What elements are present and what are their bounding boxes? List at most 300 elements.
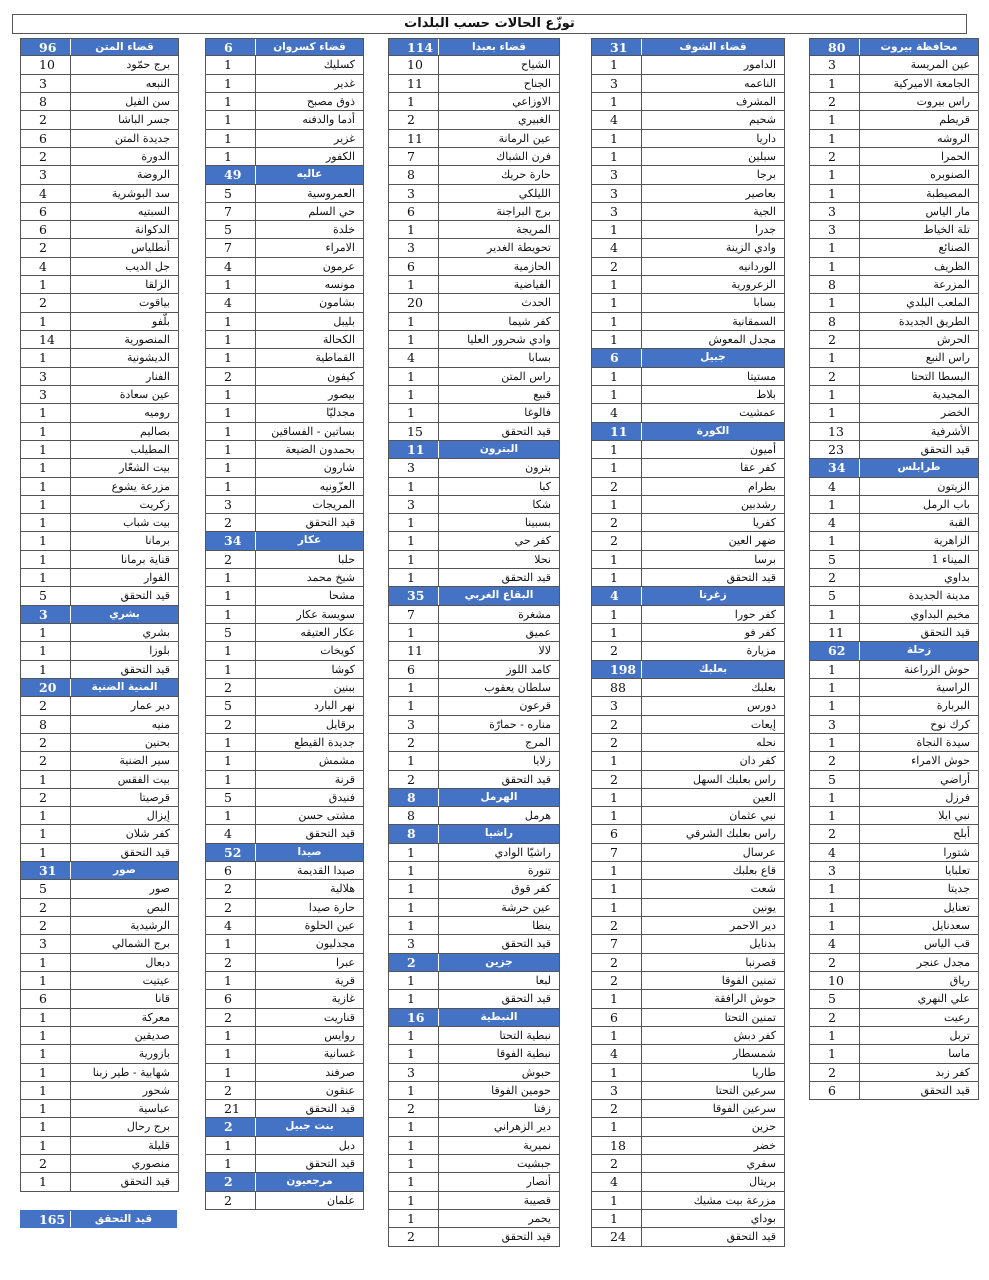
town-name: مدينة الجديدة [908,589,970,603]
case-count: 1 [592,624,642,641]
town-name: قيد التحقق [920,442,970,456]
table-row [206,130,363,148]
case-count: 5 [21,587,71,604]
table-row [592,789,784,807]
table-row [592,1118,784,1136]
town-name: الغبيري [517,113,551,127]
table-row [21,331,178,349]
case-count: 1 [592,130,642,147]
case-count: 5 [810,771,860,788]
column-4 [591,38,785,1247]
case-count: 1 [206,661,256,678]
case-count: 1 [592,441,642,458]
district-header-row [389,954,559,972]
district-name: طرابلس [897,461,941,474]
town-name: حارة صيدا [308,900,355,914]
town-name: السبتيه [137,204,170,218]
town-name: قيد التحقق [501,772,551,786]
district-name: البقاع الغربي [464,589,534,602]
table-row [592,642,784,660]
case-count: 4 [592,239,642,256]
table-row [810,624,978,642]
table-row [389,661,559,679]
table-row [592,532,784,550]
town-name: المشرف [735,94,776,108]
case-count: 2 [21,111,71,128]
town-name: شتورا [943,845,970,859]
case-count: 1 [389,221,439,238]
table-row [389,185,559,203]
table-row [206,606,363,624]
case-count: 1 [389,404,439,421]
case-count: 2 [21,697,71,714]
table-row [592,75,784,93]
town-name: بعلبك [751,680,776,694]
table-row [810,862,978,880]
town-name: مونسه [324,278,355,292]
case-count: 8 [389,807,439,824]
town-name: مشحا [328,589,355,603]
district-total: 16 [389,1009,439,1026]
district-header-row [592,38,784,56]
case-count: 2 [810,93,860,110]
table-row [21,514,178,532]
town-name: برج الشمالي [111,937,170,951]
column-2 [205,38,364,1210]
town-name: أبلح [953,827,970,841]
table-row [206,75,363,93]
case-count: 2 [592,1155,642,1172]
table-row [21,185,178,203]
town-name: روايس [324,1028,355,1042]
town-name: بليبل [333,314,355,328]
town-name: سد البوشرية [111,186,170,200]
case-count: 1 [206,734,256,751]
table-row [389,423,559,441]
table-row [389,679,559,697]
town-name: بشامون [319,296,355,310]
town-name: دير عمار [130,699,170,713]
case-count: 6 [592,825,642,842]
case-count: 1 [21,624,71,641]
town-name: قيد التحقق [305,516,355,530]
table-row [206,716,363,734]
case-count: 1 [810,111,860,128]
district-header-row [206,844,363,862]
case-count: 1 [206,642,256,659]
table-row [810,807,978,825]
table-row [592,221,784,239]
town-name: السمقانية [732,314,776,328]
table-row [21,93,178,111]
table-row [389,935,559,953]
case-count: 18 [592,1137,642,1154]
case-count: 1 [389,917,439,934]
district-name: المنية الضنية [91,680,158,693]
table-row [206,368,363,386]
table-row [389,478,559,496]
table-row [21,697,178,715]
town-name: سرعين الفوقا [712,1102,776,1116]
district-total: 6 [592,349,642,366]
table-row [389,313,559,331]
case-count: 2 [21,752,71,769]
table-row [206,111,363,129]
table-row [21,239,178,257]
town-name: الامراء [325,241,355,255]
town-name: دير الاحمر [729,919,776,932]
table-row [21,935,178,953]
table-row [21,166,178,184]
town-name: قيد التحقق [501,424,551,438]
town-name: الدورة [141,149,170,163]
town-name: شمسطار [732,1047,776,1061]
district-total: 49 [206,166,256,183]
table-row [21,771,178,789]
table-row [810,587,978,605]
case-count: 6 [389,203,439,220]
table-row [810,880,978,898]
case-count: 5 [810,551,860,568]
table-row [21,276,178,294]
town-name: نحلا [534,552,551,566]
town-name: قيد التحقق [120,1175,170,1189]
table-row [592,93,784,111]
case-count: 2 [810,1009,860,1026]
town-name: عرمون [322,259,355,273]
case-count: 3 [810,221,860,238]
case-count: 2 [592,972,642,989]
case-count: 1 [810,789,860,806]
table-row [206,917,363,935]
town-name: منصوري [131,1157,170,1171]
case-count: 1 [592,1027,642,1044]
case-count: 4 [592,404,642,421]
town-name: القماطية [315,351,355,365]
case-count: 1 [206,587,256,604]
case-count: 1 [592,606,642,623]
town-name: قليلة [148,1138,170,1152]
case-count: 2 [389,734,439,751]
town-name: قصيبة [523,1193,551,1207]
case-count: 4 [206,825,256,842]
case-count: 3 [21,386,71,403]
table-row [389,606,559,624]
table-row [810,478,978,496]
table-row [21,972,178,990]
town-name: رعيت [944,1010,970,1024]
case-count: 3 [592,1082,642,1099]
table-row [592,368,784,386]
town-name: منيه [151,717,170,731]
town-name: نميرية [523,1138,551,1152]
table-row [592,1064,784,1082]
case-count: 3 [389,496,439,513]
case-count: 4 [206,258,256,275]
district-name: جبيل [700,351,726,364]
town-name: حوش الزراعنة [903,662,970,676]
town-name: الكفور [325,149,355,163]
case-count: 4 [592,111,642,128]
case-count: 2 [21,148,71,165]
table-row [810,1009,978,1027]
town-name: مجدليّا [326,406,355,420]
case-count: 1 [21,1100,71,1117]
table-row [389,862,559,880]
town-name: قرصيتا [139,790,170,804]
case-count: 2 [206,679,256,696]
town-name: غزير [334,131,355,145]
district-total: 6 [206,39,256,55]
table-row [21,56,178,74]
table-row [206,880,363,898]
case-count: 1 [206,972,256,989]
town-name: الملعب البلدي [906,296,970,310]
district-name: بنت جبيل [285,1120,334,1133]
table-row [810,368,978,386]
district-total: 20 [21,679,71,696]
table-row [592,386,784,404]
case-count: 1 [206,1137,256,1154]
table-row [810,954,978,972]
case-count: 1 [389,276,439,293]
case-count: 11 [389,642,439,659]
case-count: 1 [389,1173,439,1190]
case-count: 5 [206,624,256,641]
case-count: 6 [21,203,71,220]
district-header-row [810,38,978,56]
town-name: برمانا [145,534,170,548]
town-name: باب الرمل [923,497,970,511]
district-total: 31 [21,862,71,879]
town-name: الحمرا [941,149,970,163]
town-name: بعاصير [745,186,776,200]
case-count: 1 [592,899,642,916]
table-row [810,423,978,441]
town-name: العمروسية [307,186,355,200]
table-row [810,331,978,349]
case-count: 1 [389,331,439,348]
district-name: مرجعيون [286,1175,333,1188]
town-name: قيد التحقق [305,827,355,841]
table-row [389,148,559,166]
table-row [206,1045,363,1063]
town-name: مناره - حمارّة [489,717,551,731]
town-name: قيد التحقق [501,1230,551,1244]
case-count: 2 [206,880,256,897]
case-count: 1 [592,56,642,73]
district-name: بشري [109,607,140,620]
town-name: حوش الامراء [911,754,970,768]
table-row [21,75,178,93]
town-name: بحنين [144,735,170,749]
town-name: بحمدون الضيعة [285,442,355,456]
table-row [206,148,363,166]
town-name: كفر فو [744,626,776,639]
case-count: 2 [206,716,256,733]
town-name: روميه [144,406,170,420]
table-row [206,258,363,276]
town-name: غسانية [323,1047,355,1061]
table-row [206,185,363,203]
table-row [810,496,978,514]
town-name: مستيتا [746,369,776,383]
case-count: 1 [389,624,439,641]
table-row [810,716,978,734]
town-name: الاوزاعي [512,94,551,108]
town-name: هلالية [330,882,355,896]
district-total: 35 [389,587,439,604]
table-row [21,1100,178,1118]
case-count: 1 [389,368,439,385]
table-row [206,789,363,807]
case-count: 3 [389,459,439,476]
case-count: 1 [21,1045,71,1062]
case-count: 2 [206,551,256,568]
town-name: طاريا [752,1065,776,1079]
case-count: 2 [592,514,642,531]
case-count: 1 [389,880,439,897]
table-row [21,258,178,276]
table-row [592,844,784,862]
town-name: تربل [949,1028,970,1042]
table-row [21,1173,178,1191]
case-count: 2 [592,258,642,275]
table-row [389,1192,559,1210]
table-row [592,752,784,770]
case-count: 2 [21,294,71,311]
table-row [592,203,784,221]
case-count: 3 [21,935,71,952]
column-5 [809,38,979,1100]
case-count: 1 [389,1082,439,1099]
town-name: فرزل [945,790,970,804]
district-header-row [389,441,559,459]
table-row [21,990,178,1008]
table-row [592,111,784,129]
case-count: 3 [389,1064,439,1081]
district-name: النبطية [480,1010,518,1023]
district-header-row [389,38,559,56]
table-row [21,404,178,422]
town-name: علمان [327,1193,355,1207]
table-row [21,954,178,972]
town-name: حارة حريك [501,168,551,182]
table-row [206,1100,363,1118]
case-count: 1 [21,496,71,513]
case-count: 10 [810,972,860,989]
case-count: 20 [389,294,439,311]
table-row [389,1173,559,1191]
town-name: شكا [532,497,551,511]
case-count: 5 [206,697,256,714]
district-header-row [21,679,178,697]
district-name: قضاء المتن [95,41,154,53]
case-count: 1 [592,880,642,897]
town-name: الناعمه [744,76,776,90]
case-count: 1 [592,752,642,769]
town-name: يونين [752,900,776,914]
table-row [592,130,784,148]
case-count: 1 [21,441,71,458]
case-count: 1 [592,862,642,879]
town-name: الديشونية [126,351,170,365]
table-row [810,56,978,74]
case-count: 1 [592,1192,642,1209]
table-row [389,258,559,276]
town-name: الجناح [523,76,551,90]
district-name: عكار [297,534,322,547]
case-count: 1 [389,532,439,549]
town-name: سن الفيل [125,94,170,108]
case-count: 1 [21,642,71,659]
table-row [21,661,178,679]
table-row [206,93,363,111]
town-name: برقايل [325,717,355,731]
table-row [592,404,784,422]
town-name: قانا [154,992,170,1006]
case-count: 1 [810,1045,860,1062]
table-row [389,166,559,184]
town-name: العين [752,790,776,804]
table-row [592,825,784,843]
case-count: 11 [389,75,439,92]
table-row [810,917,978,935]
case-count: 1 [21,276,71,293]
case-count: 2 [21,734,71,751]
town-name: قيد التحقق [920,626,970,639]
town-name: البسطا التحتا [911,369,970,383]
district-total: 2 [389,954,439,971]
table-row [206,1064,363,1082]
table-row [810,606,978,624]
table-row [206,734,363,752]
table-row [206,825,363,843]
case-count: 4 [810,844,860,861]
district-header-row [810,642,978,660]
town-name: الزيتون [937,479,970,493]
town-name: بطرام [747,479,776,493]
table-row [389,1210,559,1228]
table-row [592,1173,784,1191]
table-row [810,203,978,221]
table-row [206,239,363,257]
table-row [810,697,978,715]
case-count: 2 [592,716,642,733]
table-row [592,166,784,184]
table-row [810,75,978,93]
table-row [21,1027,178,1045]
case-count: 4 [21,258,71,275]
town-name: شحور [142,1083,170,1097]
case-count: 1 [592,459,642,476]
town-name: الوردانيه [738,259,776,273]
case-count: 4 [592,1045,642,1062]
town-name: صور [149,882,170,896]
town-name: الشياح [521,58,551,72]
case-count: 7 [206,203,256,220]
town-name: كرك نوح [930,717,970,731]
table-row [21,221,178,239]
town-name: مشمش [318,754,355,768]
case-count: 2 [592,478,642,495]
district-header-row [389,587,559,605]
town-name: لالا [538,644,551,658]
town-name: تحويطة الغدير [487,241,551,255]
town-name: حبوش [521,1065,551,1079]
case-count: 1 [389,514,439,531]
case-count: 1 [389,990,439,1007]
